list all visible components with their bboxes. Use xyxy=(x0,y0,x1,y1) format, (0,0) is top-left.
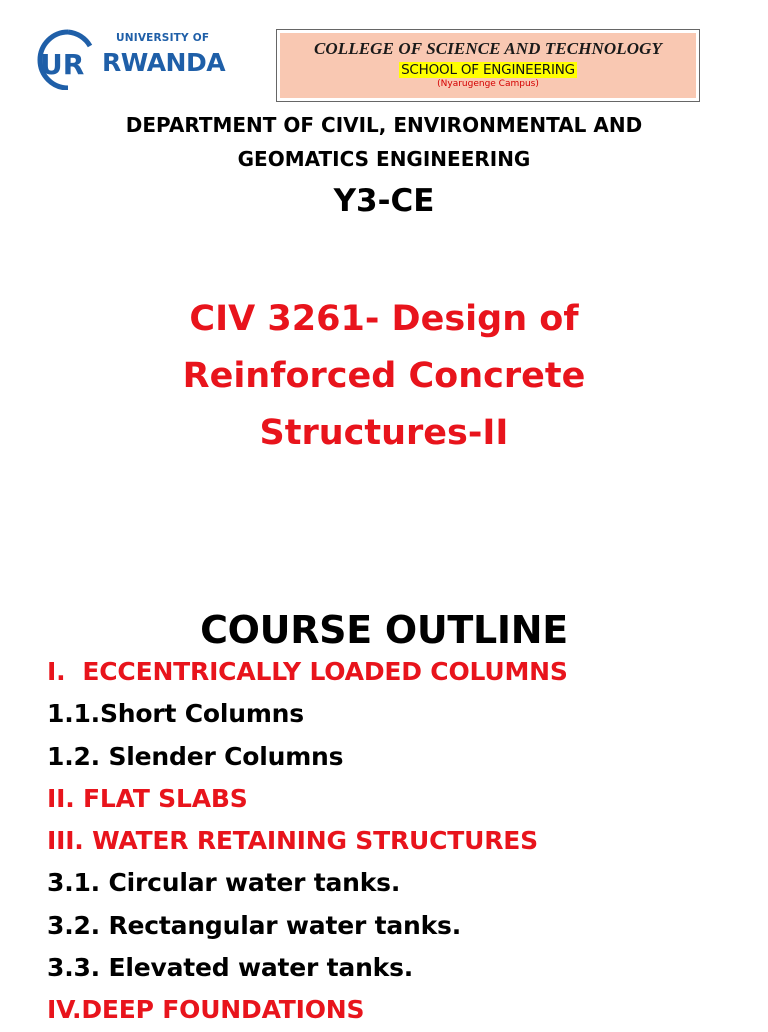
logo-line-university: UNIVERSITY OF xyxy=(116,32,210,44)
logo-line-rwanda: RWANDA xyxy=(102,48,226,77)
university-logo xyxy=(28,26,228,90)
outline-item: 3.2. Rectangular water tanks. xyxy=(47,910,462,940)
department-line-2: GEOMATICS ENGINEERING xyxy=(237,147,531,171)
outline-item: I. ECCENTRICALLY LOADED COLUMNS xyxy=(47,657,568,686)
ur-monogram-icon xyxy=(28,26,108,90)
outline-item: 3.1. Circular water tanks. xyxy=(47,868,401,898)
outline-item: IV.DEEP FOUNDATIONS xyxy=(47,995,365,1025)
campus-name: (Nyarugenge Campus) xyxy=(437,79,539,89)
college-banner-fill xyxy=(280,33,696,98)
outline-item: II. FLAT SLABS xyxy=(47,783,248,813)
monogram-text: UR xyxy=(40,48,85,81)
course-title-line-1: CIV 3261- Design of xyxy=(189,299,579,339)
course-title xyxy=(0,291,768,462)
outline-list xyxy=(47,651,763,1032)
outline-item: III. WATER RETAINING STRUCTURES xyxy=(47,826,538,856)
department-line-1: DEPARTMENT OF CIVIL, ENVIRONMENTAL AND xyxy=(125,113,643,137)
school-name: SCHOOL OF ENGINEERING xyxy=(401,62,575,78)
department-name xyxy=(0,108,768,176)
outline-heading: COURSE OUTLINE xyxy=(200,608,568,652)
course-title-line-2: Reinforced Concrete xyxy=(182,356,586,396)
college-banner xyxy=(276,29,700,102)
outline-item: 3.3. Elevated water tanks. xyxy=(47,953,414,983)
year-code: Y3-CE xyxy=(333,183,435,219)
course-title-line-3: Structures-II xyxy=(259,413,509,453)
outline-item: 1.2. Slender Columns xyxy=(47,741,344,771)
outline-item: 1.1.Short Columns xyxy=(47,699,304,729)
college-title: COLLEGE OF SCIENCE AND TECHNOLOGY xyxy=(313,39,663,58)
